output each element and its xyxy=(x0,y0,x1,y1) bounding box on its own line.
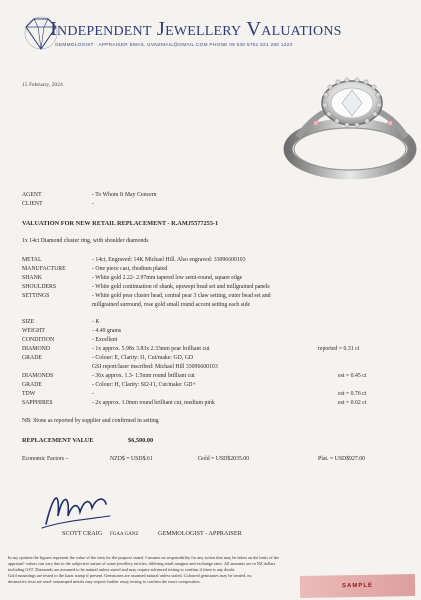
watermark-stamp: SAMPLE xyxy=(300,574,415,598)
detail-label: DIAMONDS xyxy=(22,373,54,379)
detail-value: - Excellent xyxy=(92,337,118,343)
gold-price: Gold = USD$2035.00 xyxy=(198,456,250,462)
detail-weight: est = 0.76 ct xyxy=(338,391,367,397)
replacement-value: $6,500.00 xyxy=(128,437,154,444)
detail-label: WEIGHT xyxy=(22,328,45,334)
detail-value: - 2x approx. 1.0mm round brilliant cut, medium pink xyxy=(92,400,215,406)
detail-label: DIAMOND xyxy=(22,346,51,352)
detail-label: SETTINGS xyxy=(22,293,50,299)
ring-photo xyxy=(254,57,421,197)
detail-value: - One piece cast, rhodium plated xyxy=(92,266,168,272)
valuation-date: 15 February, 2024 xyxy=(22,82,63,88)
item-summary: 1x 14ct Diamond cluster ring, with shoulder diamonds xyxy=(22,238,149,244)
detail-value: - 36x approx. 1.3- 1.5mm round brilliant cut xyxy=(92,373,195,379)
company-name: Independent Jewellery Valuations xyxy=(50,18,342,40)
appraiser-title: GEMMOLOGIST - APPRAISER xyxy=(158,530,242,537)
agent-label: AGENT xyxy=(22,192,42,198)
detail-value: - 1x approx. 5.98x 3.83x 2.33mm pear brilliant cut xyxy=(92,346,210,352)
detail-value: - White gold 2.22- 2.97mm tapered low semi-round, square edge xyxy=(92,275,243,281)
detail-label: TDW xyxy=(22,391,36,397)
detail-value: GSI report/laser inscribed: Michael Hill 33096600103 xyxy=(92,364,218,370)
detail-value: - Colour: E, Clarity: I1, Cut/make: GD, GD xyxy=(92,355,194,361)
appraiser-quals: FGAA GANZ xyxy=(110,532,139,537)
detail-value: - White gold pear cluster head, central pear 3 claw setting, outer bead set and xyxy=(92,293,271,299)
detail-value: millgrained surround, rose gold small round accent setting each side xyxy=(92,302,251,308)
detail-weight: est = 0.02 ct xyxy=(338,400,367,406)
disclaimer-line: including GST. Diamonds are assumed to be natural unless stated and may require advanced testing to confirm if there is any doubt. xyxy=(8,567,235,572)
detail-label: MANUFACTURE xyxy=(22,266,66,272)
disclaimer-line: destructive tests are used- unstamped metals may require further assay testing to confirm the exact composition. xyxy=(8,579,201,584)
replacement-label: REPLACEMENT VALUE xyxy=(22,437,94,444)
detail-value: - 4.49 grams xyxy=(92,328,122,334)
disclaimer-line: appraisal- values can vary due to the subjective nature of some jewellery articles, differing retail margins and exchange rates. All amounts are in NZ dollars xyxy=(8,561,276,566)
detail-value: - 14ct, Engraved: 14K Michael Hill. Also engraved: 33096600103 xyxy=(92,257,246,263)
detail-value: - Colour: H, Clarity: SI2-I1, Cut/make: GD+ xyxy=(92,382,196,388)
platinum-price: Plat. = USD$927.00 xyxy=(318,456,366,462)
appraiser-name: SCOTT CRAIG xyxy=(62,530,103,537)
detail-label: SHOULDERS xyxy=(22,284,57,290)
disclaimer-line: In my opinion the figures represent the value of the item for the purpose stated. I assume no responsibility for any action that may be taken on the basis of the xyxy=(8,555,279,560)
client-label: CLIENT xyxy=(22,201,43,207)
detail-label: GRADE xyxy=(22,382,42,388)
detail-label: SIZE xyxy=(22,319,35,325)
agent-value: - To Whom It May Concern xyxy=(92,192,157,198)
detail-label: CONDITION xyxy=(22,337,55,343)
exchange-rate: NZD$ = USD$.61 xyxy=(110,456,153,462)
valuation-title: VALUATION FOR NEW RETAIL REPLACEMENT - R.AMJ5577255-1 xyxy=(22,220,219,227)
detail-label: METAL xyxy=(22,257,42,263)
detail-weight: reported = 0.31 ct xyxy=(318,346,360,352)
disclaimer-line: Gold mountings are tested to the karat stamp if present. Gemstones are assumed natural unless stated. Coloured gemstones may be treated, no xyxy=(8,573,252,578)
client-value: - xyxy=(92,201,94,207)
detail-value: - xyxy=(92,391,94,397)
detail-label: SHANK xyxy=(22,275,42,281)
contact-line: GEMMOLOGIST · APPRAISER EMAIL IJVNZMAIL@GMAIL.COM PHONE 09 630 5751 021 280 1223 xyxy=(55,42,293,47)
detail-value: - White gold continuation of shank, upswept bead set and millgrained panels xyxy=(92,284,270,290)
detail-value: - K xyxy=(92,319,100,325)
supplier-note: NB: Stone as reported by supplier and confirmed in setting xyxy=(22,418,159,424)
detail-weight: est = 0.45 ct xyxy=(338,373,367,379)
handwritten-signature xyxy=(40,486,112,532)
detail-label: GRADE xyxy=(22,355,42,361)
economic-label: Economic Factors – xyxy=(22,456,69,462)
detail-label: SAPPHIRES xyxy=(22,400,53,406)
